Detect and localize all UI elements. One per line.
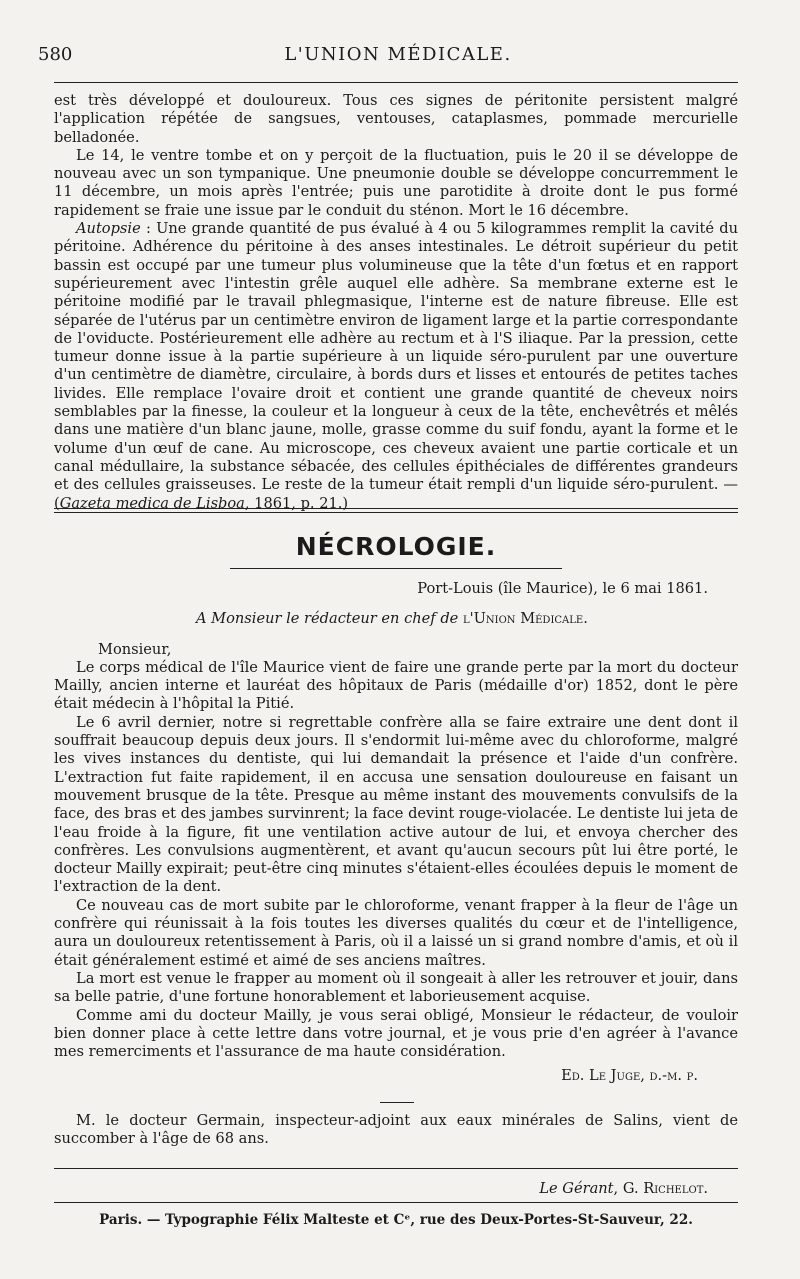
header-rule <box>54 82 738 83</box>
article-paragraph: est très développé et douloureux. Tous ces signes de péritonite persistent malgré l'application répétée de sangsues, ventouses, cataplasmes, pommade mercurielle belladonée. <box>54 92 738 146</box>
title-underline <box>230 568 562 569</box>
page-number: 580 <box>38 44 73 65</box>
letter-paragraph: La mort est venue le frapper au moment où il songeait à aller les retrouver et jouir, dans sa belle patrie, d'une fortune honorablement et laborieusement acquise. <box>54 969 738 1006</box>
gerant-label: Le Gérant <box>539 1180 614 1197</box>
section-rule-thin <box>54 512 738 513</box>
journal-name: l'Union Médicale. <box>462 610 588 628</box>
gerant-line <box>54 1180 738 1198</box>
section-title: NÉCROLOGIE. <box>295 532 497 561</box>
letter-paragraph: Le corps médical de l'île Maurice vient de faire une grande perte par la mort du docteur Mailly, ancien interne et lauréat des hôpitaux de Paris (médaille d'or) 1852, dont le père était médecin à l'hôpital la Pitié. <box>54 658 738 713</box>
letter-paragraph: Le 6 avril dernier, notre si regrettable confrère alla se faire extraire une dent dont il souffrait beaucoup depuis deux jours. Il s'endormit lui-même avec du chloroforme, malgré les vives instances du dentiste, qui lui demandait la présence et l'aide d'un confrère. L'extraction fut faite rapidement, il en accusa une sensation douloureuse en faisant un mouvement brusque de la tête. Presque au même instant des mouvements convulsifs de la face, des bras et des jambes survinrent; la face devint rouge-violacée. Le dentiste lui jeta de l'eau froide à la figure, fit une ventilation active autour de lui, et envoya chercher des confrères. Les convulsions augmentèrent, et avant qu'aucun secours pût lui être porté, le docteur Mailly expirait; peut-être cinq minutes s'étaient-elles écoulées depuis le moment de l'extraction de la dent. <box>54 713 738 896</box>
running-title: L'UNION MÉDICALE. <box>284 44 512 65</box>
footer-rule <box>54 1168 738 1169</box>
section-rule <box>54 508 738 509</box>
address-text: A Monsieur le rédacteur en chef de <box>196 610 463 628</box>
notice-text: M. le docteur Germain, inspecteur-adjoint aux eaux minérales de Salins, vient de succomber à l'âge de 68 ans. <box>54 1112 738 1148</box>
article-continuation <box>54 92 738 513</box>
letter-address <box>54 610 738 628</box>
signature: Ed. Le Juge, d.-m. p. <box>561 1067 698 1085</box>
imprint-rule <box>54 1202 738 1203</box>
letter-paragraph: Ce nouveau cas de mort subite par le chloroforme, venant frapper à la fleur de l'âge un confrère qui réunissait à la fois toutes les diverses qualités du cœur et de l'intelligence, aura un douloureux retentissement à Paris, où il a laissé un si grand nombre d'amis, et où il était généralement estimé et aimé de ses anciens maîtres. <box>54 896 738 969</box>
citation-end: , 1861, p. 21.) <box>244 494 349 512</box>
necrology-letter <box>54 580 738 1086</box>
autopsy-label: Autopsie <box>76 220 141 238</box>
death-notice <box>54 1112 738 1149</box>
page-header <box>38 44 758 72</box>
autopsy-text: : Une grande quantité de pus évalué à 4 ou 5 kilogrammes remplit la cavité du péritoine. Adhérence du péritoine à des anses intestinales. Le détroit supérieur du petit bassin est occupé par une tumeur plus volumineuse que la tête d'un fœtus et en rapport supérieurement avec l'intestin grêle auquel elle adhère. Sa membrane externe est le péritoine modifié par le travail phlegmasique, l'interne est de nature fibreuse. Elle est séparée de l'utérus par un centimètre environ de ligament large et la partie correspondante de l'oviducte. Postérieurement elle adhère au rectum et à l'S iliaque. Par la pression, cette tumeur donne issue à la partie supérieure à un liquide séro-purulent par une ouverture d'un centimètre de diamètre, circulaire, à bords durs et lisses et entourés de petites taches livides. Elle remplace l'ovaire droit et contient une grande quantité de cheveux noirs semblables par la finesse, la couleur et la longueur à ceux de la tête, enchevêtrés et mêlés dans une matière d'un blanc jaune, molle, grasse comme du suif fondu, ayant la forme et le volume d'un œuf de cane. Au microscope, ces cheveux avaient une partie corticale et un canal médullaire, la substance sébacée, des cellules épithéciales de différentes grandeurs et des cellules graisseuses. Le reste de la tumeur était rempli d'un liquide séro-purulent. — ( <box>54 220 738 512</box>
letter-paragraph: Comme ami du docteur Mailly, je vous serai obligé, Monsieur le rédacteur, de vouloir bien donner place à cette lettre dans votre journal, et je vous prie d'en agréer à l'avance mes remerciments et l'assurance de ma haute considération. <box>54 1006 738 1061</box>
gerant-name: , G. Richelot. <box>613 1180 708 1197</box>
autopsy-paragraph <box>54 220 738 513</box>
article-paragraph: Le 14, le ventre tombe et on y perçoit de la fluctuation, puis le 20 il se développe de nouveau avec un son tympanique. Une pneumonie double se développe concurremment le 11 décembre, un mois après l'entrée; puis une parotidite à droite dont le pus formé rapidement se fraie une issue par le conduit du sténon. Mort le 16 décembre. <box>54 146 738 219</box>
short-divider <box>380 1102 414 1103</box>
dateline: Port-Louis (île Maurice), le 6 mai 1861. <box>417 580 708 597</box>
salutation: Monsieur, <box>98 640 172 658</box>
source-citation: Gazeta medica de Lisboa <box>59 494 245 512</box>
printer-imprint: Paris. — Typographie Félix Malteste et Cᵉ, rue des Deux-Portes-St-Sauveur, 22. <box>99 1212 693 1228</box>
